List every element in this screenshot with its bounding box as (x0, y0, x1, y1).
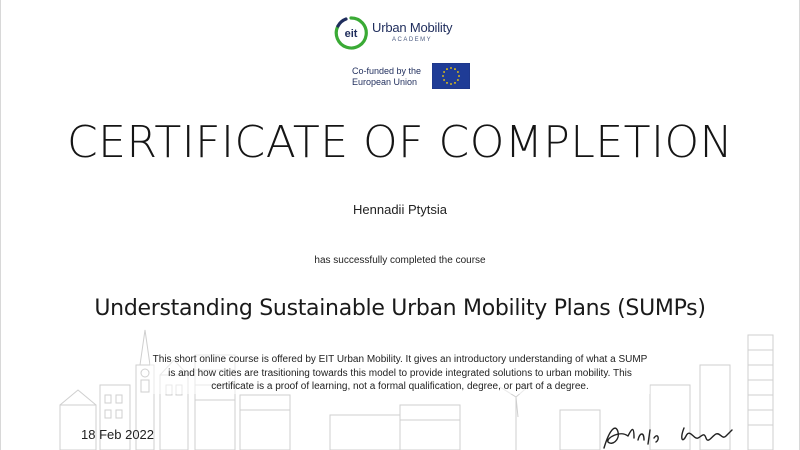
eit-urban-mobility-logo (334, 14, 484, 54)
eu-funding-text (352, 66, 428, 88)
eu-flag-icon (432, 63, 470, 89)
eu-star-icon (450, 83, 452, 85)
certificate-title: CERTIFICATE OF COMPLETION (66, 117, 734, 168)
eu-star-icon (454, 68, 456, 70)
recipient-name: Hennadii Ptytsia (353, 202, 447, 217)
eu-funding-line1: Co-funded by the (352, 66, 422, 76)
eu-star-icon (446, 82, 448, 84)
eu-star-icon (457, 79, 459, 81)
eu-star-icon (454, 82, 456, 84)
course-description: This short online course is offered by EIT Urban Mobility. It gives an introductory understanding of what a SUMP is and how cities are trasitioning towards this model to provide integrated solutions to urban mobility. This certificate is a proof of learning, not a formal qualification, degree, or part of a degree. (150, 353, 650, 394)
eu-star-icon (443, 79, 445, 81)
logo-mark: eit (344, 28, 358, 40)
completion-date: 18 Feb 2022 (81, 427, 155, 442)
logo-title: Urban Mobility (372, 20, 453, 35)
eu-star-icon (450, 67, 452, 69)
eu-funding-line2: European Union (352, 77, 418, 87)
eu-star-icon (442, 75, 444, 77)
eu-star-icon (458, 75, 460, 77)
logo-subtitle: ACADEMY (392, 37, 433, 43)
completion-statement: has successfully completed the course (314, 255, 486, 266)
eit-circle-logo-icon (334, 16, 368, 50)
eu-star-icon (443, 71, 445, 73)
eu-star-icon (446, 68, 448, 70)
eu-star-icon (457, 71, 459, 73)
course-name: Understanding Sustainable Urban Mobility Plans (SUMPs) (94, 296, 706, 321)
handwritten-signature-icon (598, 418, 738, 450)
